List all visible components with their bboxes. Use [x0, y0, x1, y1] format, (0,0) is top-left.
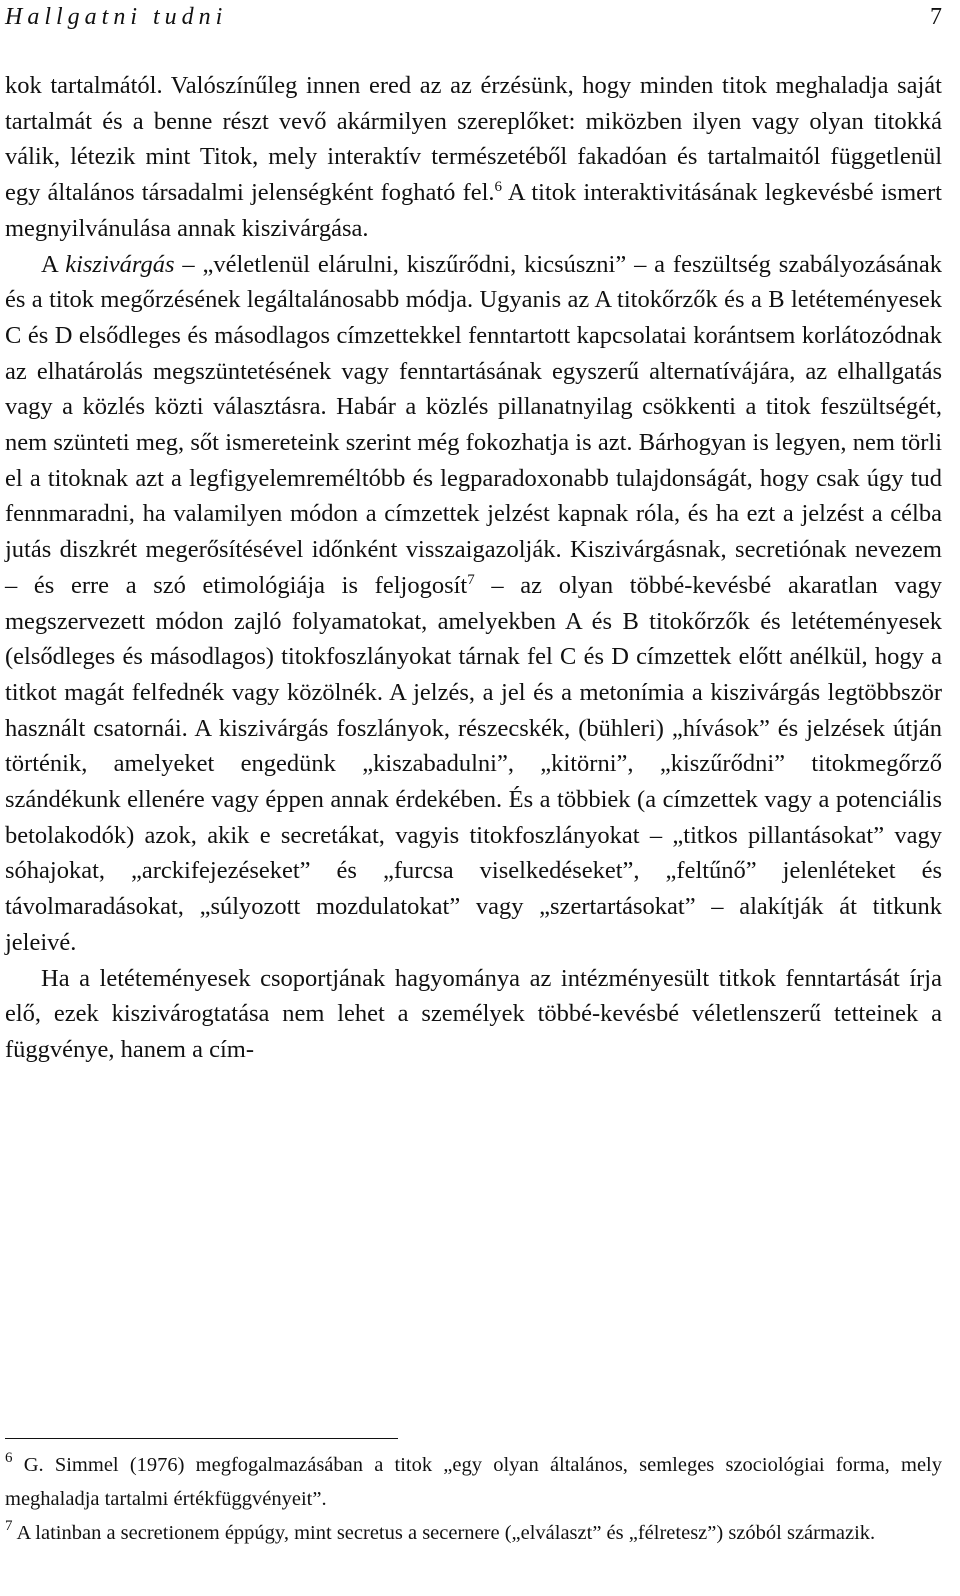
footnote-6-marker: 6 [5, 1450, 13, 1466]
footnote-6-text: G. Simmel (1976) megfogalmazásában a titok „egy olyan általános, semleges szociológiai forma, mely meghaladja tartalmi értékfüggvényeit”. [5, 1454, 942, 1510]
paragraph-2-text-cont: – „véletlenül elárulni, kiszűrődni, kicsúszni” – a feszültség szabályozásának és a titok megőrzésének legáltalánosabb módja. Ugyanis az A titokőrzők és a B letéteményesek C és D elsődleges és másodlagos címzettekkel fenntartott kapcsolatai korántsem korlátozódnak az elhatárolás megszüntetésének vagy fenntartásának egyszerű alternatívájára, az elhallgatás vagy a közlés közti választásra. Habár a közlés pillanatnyilag csökkenti a titok feszültségét, nem szünteti meg, sőt ismereteink szerint még fokozhatja is azt. Bárhogyan is legyen, nem törli el a titoknak azt a legfigyelemreméltóbb és legparadoxonabb tulajdonságát, hogy csak úgy tud fennmaradni, ha valamilyen módon a címzettek jelzést kapnak róla, és ha ezt a jelzést a célba jutás diszkrét megerősítésével időnként visszaigazolják. Kiszivárgásnak, secretiónak nevezem – és erre a szó etimológiája is feljogosít [5, 250, 943, 599]
running-header [5, 2, 942, 32]
paragraph-1-text-cont: A titok interaktivitásának legkevésbé ismert megnyilvánulása annak kiszivárgása. [5, 179, 942, 242]
paragraph-1-text: kok tartalmától. Valószínűleg innen ered az az érzésünk, hogy minden titok meghaladja saját tartalmát és a benne részt vevő akármilyen szereplőket: miközben ilyen vagy olyan titokká válik, létezik mint Titok, mely interaktív természetéből fakadóan és tartalmaitól függetlenül egy általános társadalmi jelenségként fogható fel. [5, 72, 942, 207]
paragraph-1 [5, 68, 942, 247]
footnote-7 [5, 1516, 942, 1550]
body-text [5, 68, 942, 1068]
footnotes [5, 1448, 942, 1550]
paragraph-2-text-end: – az olyan többé-kevésbé akaratlan vagy megszervezett módon zajló folyamatokat, amelyekben A és B titokőrzők és letéteményesek (elsődleges és másodlagos) titokfoszlányokat tárnak fel C és D címzettek előtt anélkül, hogy a titkot magát felfednék vagy közölnék. A jelzés, a jel és a metonímia a kiszivárgás legtöbbször használt csatornái. A kiszivárgás foszlányok, részecskék, (bühleri) „hívások” és jelzések útján történik, amelyeket engedünk „kiszabadulni”, „kitörni”, „kiszűrődni” titokmegőrző szándékunk ellenére vagy éppen annak érdekében. És a többiek (a címzettek vagy a potenciális betolakodók) azok, akik e secretákat, vagyis titokfoszlányokat – „titkos pillantásokat” vagy sóhajokat, „arckifejezéseket” és „furcsa viselkedéseket”, „feltűnő” jelenléteket és távolmaradásokat, „súlyozott mozdulatokat” vagy „szertartásokat” – alakítják át titkunk jeleivé. [5, 571, 942, 956]
footnote-7-marker: 7 [5, 1518, 13, 1534]
footnote-6 [5, 1448, 942, 1516]
paragraph-2 [5, 247, 942, 961]
footnote-separator [5, 1438, 398, 1439]
paragraph-2-text: A [41, 250, 66, 278]
footnote-ref-7[interactable]: 7 [467, 571, 475, 588]
running-title: Hallgatni tudni [5, 4, 228, 30]
term-kiszivargas: kiszivárgás [65, 250, 175, 278]
paragraph-3: Ha a letéteményesek csoportjának hagyománya az intézményesült titkok fenntartását írja elő, ezek kiszivárogtatása nem lehet a személyek többé-kevésbé véletlenszerű tetteinek a függvénye, hanem a cím- [5, 964, 942, 1063]
page-number: 7 [930, 4, 942, 30]
footnote-7-text: A latinban a secretionem éppúgy, mint secretus a secernere („elválaszt” és „félretesz”) szóból származik. [12, 1522, 876, 1544]
footnote-ref-6[interactable]: 6 [494, 179, 503, 196]
